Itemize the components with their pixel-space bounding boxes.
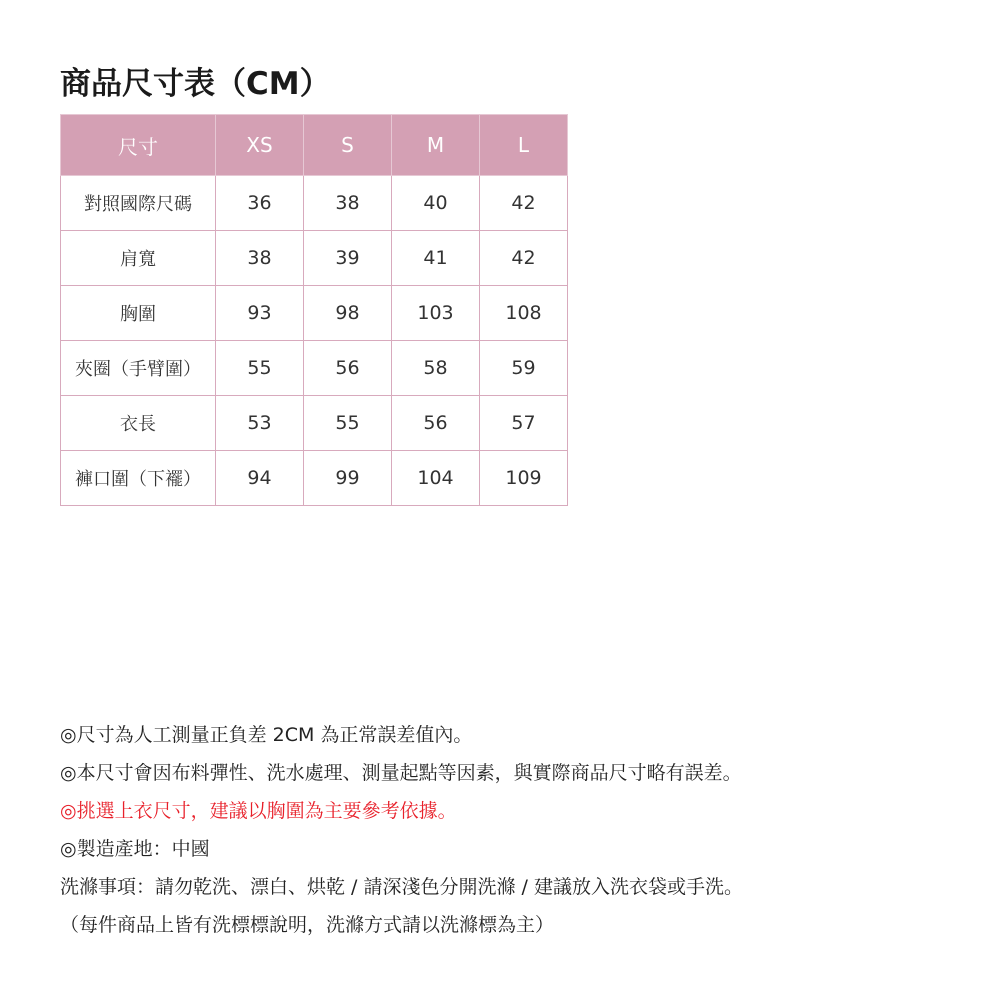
table-cell: 41 <box>392 231 480 286</box>
table-cell: 42 <box>480 176 568 231</box>
note-wash-label: （每件商品上皆有洗標標說明，洗滌方式請以洗滌標為主） <box>60 914 555 936</box>
table-cell: 94 <box>216 451 304 506</box>
table-cell: 40 <box>392 176 480 231</box>
page-title: 商品尺寸表（CM） <box>60 66 331 102</box>
table-cell: 59 <box>480 341 568 396</box>
header-l: L <box>480 115 568 176</box>
table-cell: 55 <box>304 396 392 451</box>
table-cell: 108 <box>480 286 568 341</box>
table-cell: 55 <box>216 341 304 396</box>
row-label: 夾圈（手臂圍） <box>61 341 216 396</box>
table-row <box>61 176 568 231</box>
table-cell: 57 <box>480 396 568 451</box>
table-header-row <box>61 115 568 176</box>
row-label: 對照國際尺碼 <box>61 176 216 231</box>
note-size-advice: ◎挑選上衣尺寸，建議以胸圍為主要參考依據。 <box>60 800 457 822</box>
note-fabric-variance: ◎本尺寸會因布料彈性、洗水處理、測量起點等因素，與實際商品尺寸略有誤差。 <box>60 762 742 784</box>
row-label: 褲口圍（下襬） <box>61 451 216 506</box>
table-cell: 104 <box>392 451 480 506</box>
header-size: 尺寸 <box>61 115 216 176</box>
note-measurement-error: ◎尺寸為人工測量正負差 2CM 為正常誤差值內。 <box>60 724 473 746</box>
header-xs: XS <box>216 115 304 176</box>
table-cell: 42 <box>480 231 568 286</box>
note-washing-instructions: 洗滌事項：請勿乾洗、漂白、烘乾 / 請深淺色分開洗滌 / 建議放入洗衣袋或手洗。 <box>60 876 743 898</box>
table-row <box>61 231 568 286</box>
table-cell: 39 <box>304 231 392 286</box>
table-cell: 99 <box>304 451 392 506</box>
table-cell: 56 <box>304 341 392 396</box>
table-cell: 109 <box>480 451 568 506</box>
table-cell: 38 <box>216 231 304 286</box>
table-cell: 36 <box>216 176 304 231</box>
size-table <box>60 114 568 506</box>
table-cell: 56 <box>392 396 480 451</box>
table-row <box>61 341 568 396</box>
table-cell: 38 <box>304 176 392 231</box>
header-s: S <box>304 115 392 176</box>
table-row <box>61 396 568 451</box>
table-cell: 53 <box>216 396 304 451</box>
row-label: 胸圍 <box>61 286 216 341</box>
table-cell: 103 <box>392 286 480 341</box>
row-label: 衣長 <box>61 396 216 451</box>
table-row <box>61 451 568 506</box>
table-cell: 98 <box>304 286 392 341</box>
table-cell: 58 <box>392 341 480 396</box>
table-cell: 93 <box>216 286 304 341</box>
row-label: 肩寬 <box>61 231 216 286</box>
notes-section <box>60 716 990 944</box>
note-origin: ◎製造產地：中國 <box>60 838 210 860</box>
header-m: M <box>392 115 480 176</box>
table-row <box>61 286 568 341</box>
